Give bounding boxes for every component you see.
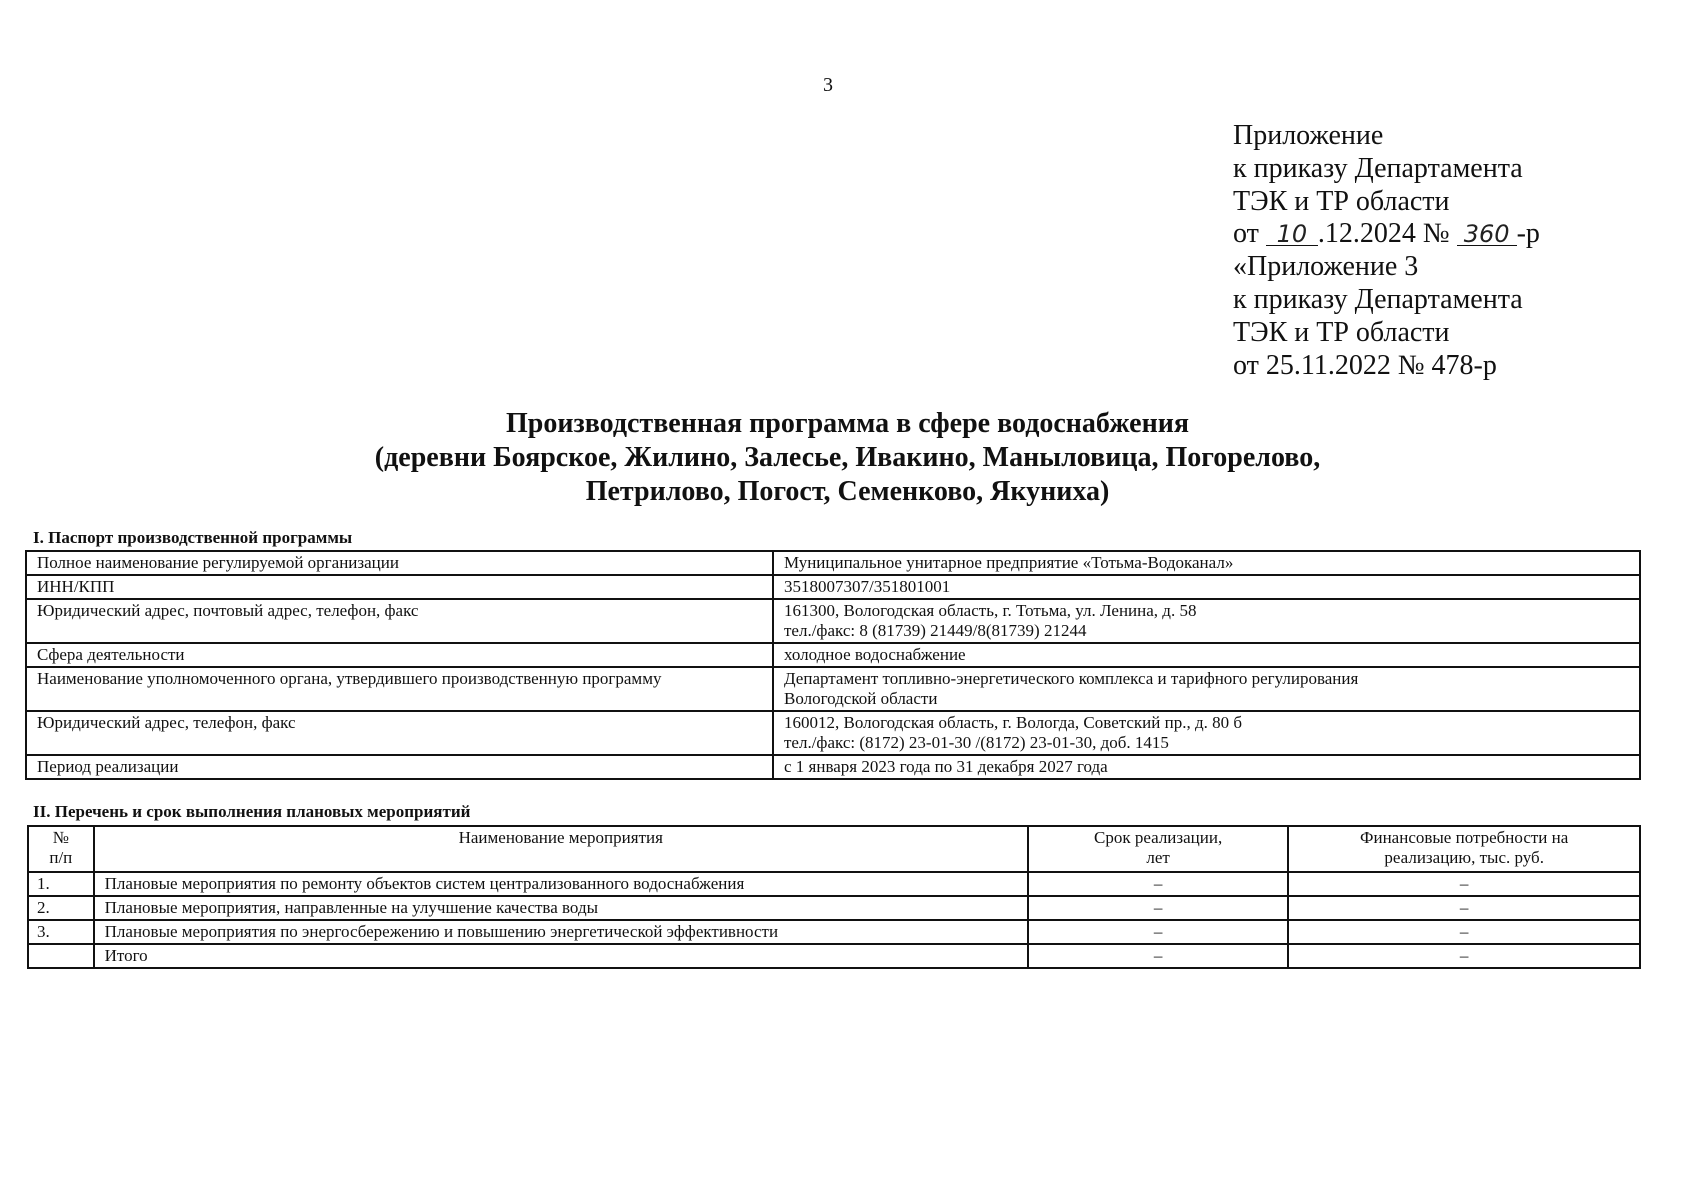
appendix-order-line (1233, 218, 1540, 251)
appendix-line: к приказу Департамента (1233, 152, 1523, 184)
header-term-line: Срок реализации, (1094, 828, 1223, 847)
passport-value-line: Муниципальное унитарное предприятие «Тотьма-Водоканал» (784, 553, 1234, 572)
passport-row (26, 667, 1640, 711)
appendix-line: к приказу Департамента (1233, 283, 1523, 315)
activity-name: Плановые мероприятия, направленные на улучшение качества воды (94, 896, 1028, 920)
passport-value-line: тел./факс: 8 (81739) 21449/8(81739) 21244 (784, 621, 1087, 640)
header-term (1028, 826, 1288, 872)
header-fin-line: Финансовые потребности на (1360, 828, 1569, 847)
header-num (28, 826, 94, 872)
activity-num (28, 944, 94, 968)
appendix-line: Приложение (1233, 120, 1384, 151)
passport-value (773, 711, 1640, 755)
order-number-suffix: -р (1516, 218, 1540, 250)
order-date-prefix: от (1233, 218, 1266, 250)
activity-term: – (1028, 896, 1288, 920)
activities-table (27, 825, 1641, 969)
handwritten-day: 10 (1266, 223, 1318, 246)
activity-row (28, 872, 1640, 896)
activity-name: Плановые мероприятия по энергосбережению и повышению энергетической эффективности (94, 920, 1028, 944)
passport-value-line: холодное водоснабжение (784, 645, 966, 664)
passport-value (773, 643, 1640, 667)
activity-row (28, 944, 1640, 968)
passport-row (26, 599, 1640, 643)
page-number: 3 (823, 74, 833, 96)
passport-value (773, 755, 1640, 779)
header-fin-line: реализацию, тыс. руб. (1384, 848, 1544, 867)
order-date-middle: .12.2024 № (1317, 218, 1457, 250)
title-line: Петрилово, Погост, Семенково, Якуниха) (585, 476, 1110, 507)
activities-header-row (28, 826, 1640, 872)
passport-value-line: 161300, Вологодская область, г. Тотьма, ул. Ленина, д. 58 (784, 601, 1197, 620)
passport-label: Полное наименование регулируемой организации (26, 551, 773, 575)
passport-row (26, 575, 1640, 599)
passport-row (26, 643, 1640, 667)
passport-value-line: с 1 января 2023 года по 31 декабря 2027 года (784, 757, 1108, 776)
passport-label: ИНН/КПП (26, 575, 773, 599)
appendix-block (1233, 120, 1540, 382)
activity-fin: – (1288, 896, 1640, 920)
header-name: Наименование мероприятия (94, 826, 1028, 872)
passport-row (26, 755, 1640, 779)
section-1-title: I. Паспорт производственной программы (33, 528, 353, 547)
appendix-line: ТЭК и ТР области (1233, 316, 1450, 348)
passport-value-line: 3518007307/351801001 (784, 577, 951, 596)
activity-name: Итого (94, 944, 1028, 968)
header-num-line: п/п (49, 848, 73, 867)
appendix-line: «Приложение 3 (1233, 251, 1419, 283)
activity-fin: – (1288, 920, 1640, 944)
header-term-line: лет (1146, 848, 1170, 867)
activity-row (28, 920, 1640, 944)
activity-name: Плановые мероприятия по ремонту объектов систем централизованного водоснабжения (94, 872, 1028, 896)
passport-value-line: Вологодской области (784, 689, 938, 708)
activity-row (28, 896, 1640, 920)
activity-term: – (1028, 920, 1288, 944)
passport-label: Юридический адрес, почтовый адрес, телефон, факс (26, 599, 773, 643)
passport-row (26, 711, 1640, 755)
passport-value (773, 551, 1640, 575)
activity-num: 1. (28, 872, 94, 896)
passport-value (773, 599, 1640, 643)
header-num-line: № (52, 828, 69, 847)
activity-num: 3. (28, 920, 94, 944)
title-line: (деревни Боярское, Жилино, Залесье, Ивакино, Маныловица, Погорелово, (374, 442, 1321, 473)
activity-term: – (1028, 944, 1288, 968)
appendix-line: ТЭК и ТР области (1233, 185, 1450, 217)
activity-term: – (1028, 872, 1288, 896)
activity-num: 2. (28, 896, 94, 920)
passport-label: Сфера деятельности (26, 643, 773, 667)
activity-fin: – (1288, 944, 1640, 968)
document-title (200, 407, 1495, 509)
appendix-line: от 25.11.2022 № 478-р (1233, 349, 1497, 381)
passport-value-line: Департамент топливно-энергетического комплекса и тарифного регулирования (784, 669, 1359, 688)
passport-label: Наименование уполномоченного органа, утвердившего производственную программу (26, 667, 773, 711)
passport-value (773, 667, 1640, 711)
passport-value-line: 160012, Вологодская область, г. Вологда, Советский пр., д. 80 б (784, 713, 1243, 732)
passport-label: Юридический адрес, телефон, факс (26, 711, 773, 755)
passport-value (773, 575, 1640, 599)
passport-table (25, 550, 1641, 780)
title-line: Производственная программа в сфере водоснабжения (505, 408, 1190, 439)
section-2-title: II. Перечень и срок выполнения плановых мероприятий (33, 802, 471, 821)
passport-row (26, 551, 1640, 575)
header-fin (1288, 826, 1640, 872)
passport-label: Период реализации (26, 755, 773, 779)
passport-value-line: тел./факс: (8172) 23-01-30 /(8172) 23-01-30, доб. 1415 (784, 733, 1169, 752)
activity-fin: – (1288, 872, 1640, 896)
handwritten-order-number: 360 (1457, 223, 1517, 246)
